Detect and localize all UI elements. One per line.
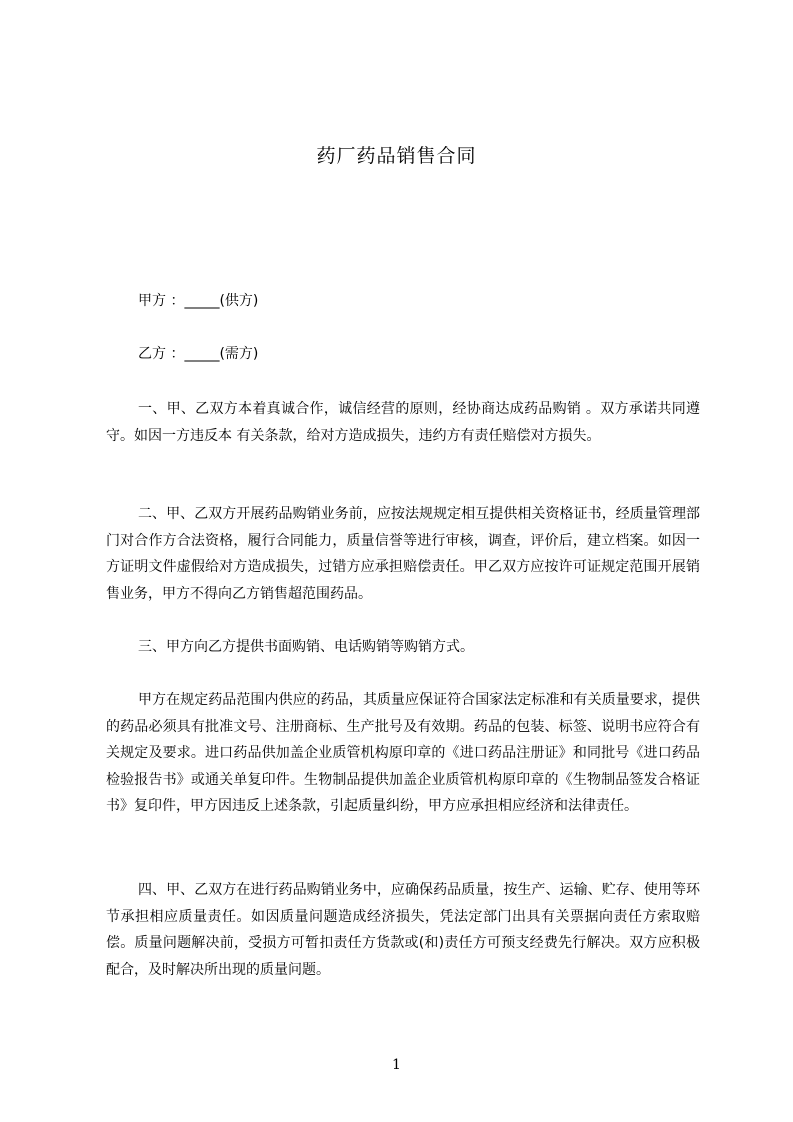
quality-requirements-paragraph: 甲方在规定药品范围内供应的药品，其质量应保证符合国家法定标准和有关质量要求，提供的药品必须具有批准文号、注册商标、生产批号及有效期。药品的包装、标签、说明书应符合有关规定及要求。进口药品供加盖企业质管机构原印章的《进口药品注册证》和同批号《进口药品检验报告书》或通关单复印件。生物制品提供加盖企业质管机构原印章的《生物制品签发合格证书》复印件，甲方因违反上述条款，引起质量纠纷，甲方应承担相应经济和法律责任。 (106, 692, 700, 814)
party-b-line: 乙方 ：_____(需方) (138, 346, 259, 362)
page-number: 1 (392, 1057, 401, 1073)
clause-1-paragraph: 一、甲、乙双方本着真诚合作，诚信经营的原则，经协商达成药品购销 。双方承诺共同遵守。如因一方违反本 有关条款，给对方造成损失，违约方有责任赔偿对方损失。 (106, 401, 700, 444)
clause-2-paragraph: 二、甲、乙双方开展药品购销业务前，应按法规规定相互提供相关资格证书，经质量管理部门对合作方合法资格，履行合同能力，质量信誉等进行审核，调查，评价后，建立档案。如因一方证明文件虚假给对方造成损失，过错方应承担赔偿责任。甲乙双方应按许可证规定范围开展销售业务，甲方不得向乙方销售超范围药品。 (106, 506, 700, 602)
contract-title: 药厂药品销售合同 (316, 145, 477, 167)
party-a-line: 甲方 ：_____(供方) (138, 293, 259, 309)
clause-3-paragraph: 三、甲方向乙方提供书面购销、电话购销等购销方式。 (138, 639, 474, 655)
clause-4-paragraph: 四、甲、乙双方在进行药品购销业务中，应确保药品质量，按生产、运输、贮存、使用等环节承担相应质量责任。如因质量问题造成经济损失，凭法定部门出具有关票据向责任方索取赔偿。质量问题解决前，受损方可暂扣责任方货款或(和)责任方可预支经费先行解决。双方应积极配合，及时解决所出现的质量问题。 (106, 882, 700, 978)
